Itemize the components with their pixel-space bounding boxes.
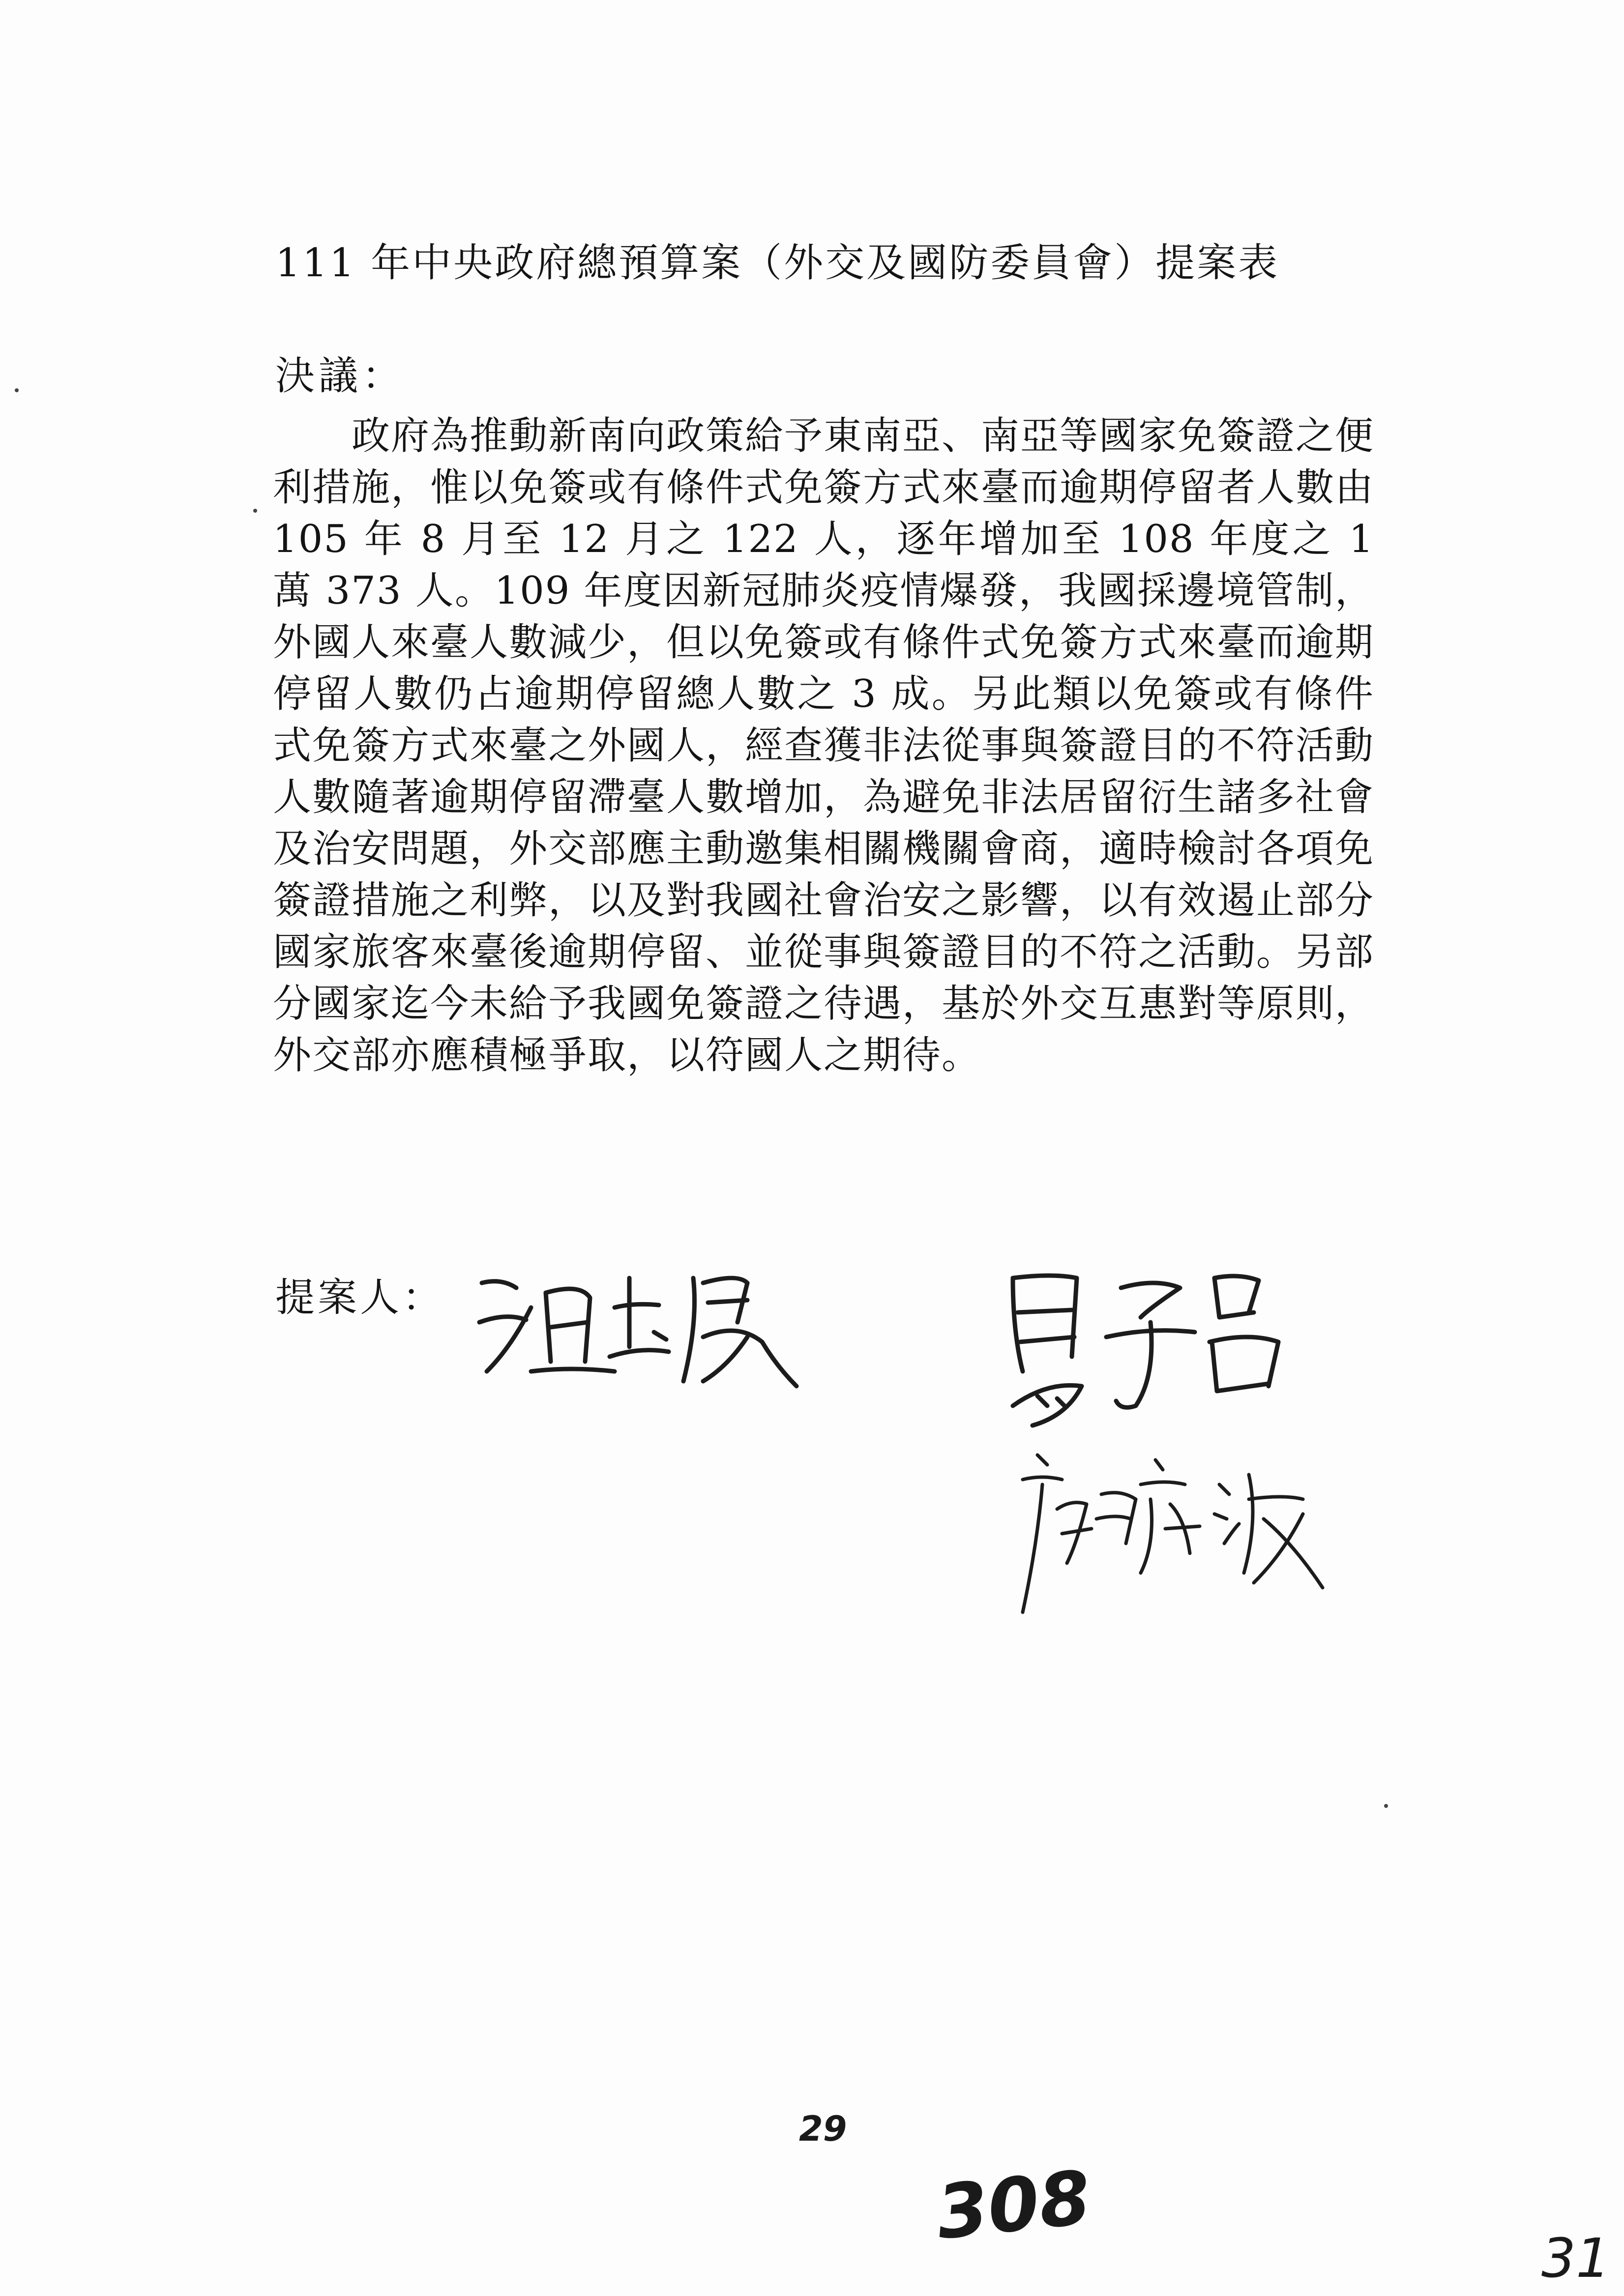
page-mark-large: 308 <box>932 2155 1095 2256</box>
signature-3 <box>1008 1445 1342 1622</box>
scan-speck <box>253 509 257 513</box>
document-title: 111 年中央政府總預算案（外交及國防委員會）提案表 <box>275 240 1280 286</box>
proposer-label: 提案人： <box>275 1275 444 1320</box>
scan-speck <box>1384 1804 1388 1808</box>
scan-speck <box>15 388 19 392</box>
signature-2 <box>993 1258 1298 1435</box>
resolution-label: 決議： <box>275 353 405 399</box>
page-mark-corner: 31 <box>1541 2227 1610 2290</box>
page-mark-small: 29 <box>799 2109 847 2149</box>
resolution-paragraph: 政府為推動新南向政策給予東南亞、南亞等國家免簽證之便利措施，惟以免簽或有條件式免簽方式來臺而逾期停留者人數由 105 年 8 月至 12 月之 122 人，逐年增加至 108 年度之 1 萬 373 人。109 年度因新冠肺炎疫情爆發，我國採邊境管制，外國人來臺人數減少，但以免簽或有條件式免簽方式來臺而逾期停留人數仍占逾期停留總人數之 3 成。另此類以免簽或有條件式免簽方式來臺之外國人，經查獲非法從事與簽證目的不符活動人數隨著逾期停留滯臺人數增加，為避免非法居留衍生諸多社會及治安問題，外交部應主動邀集相關機關會商，適時檢討各項免簽證措施之利弊，以及對我國社會治安之影響，以有效遏止部分國家旅客來臺後逾期停留、並從事與簽證目的不符之活動。另部分國家迄今未給予我國免簽證之待遇，基於外交互惠對等原則，外交部亦應積極爭取，以符國人之期待。 <box>273 414 1375 1077</box>
resolution-body <box>273 410 1374 1081</box>
signature-1 <box>472 1249 806 1396</box>
